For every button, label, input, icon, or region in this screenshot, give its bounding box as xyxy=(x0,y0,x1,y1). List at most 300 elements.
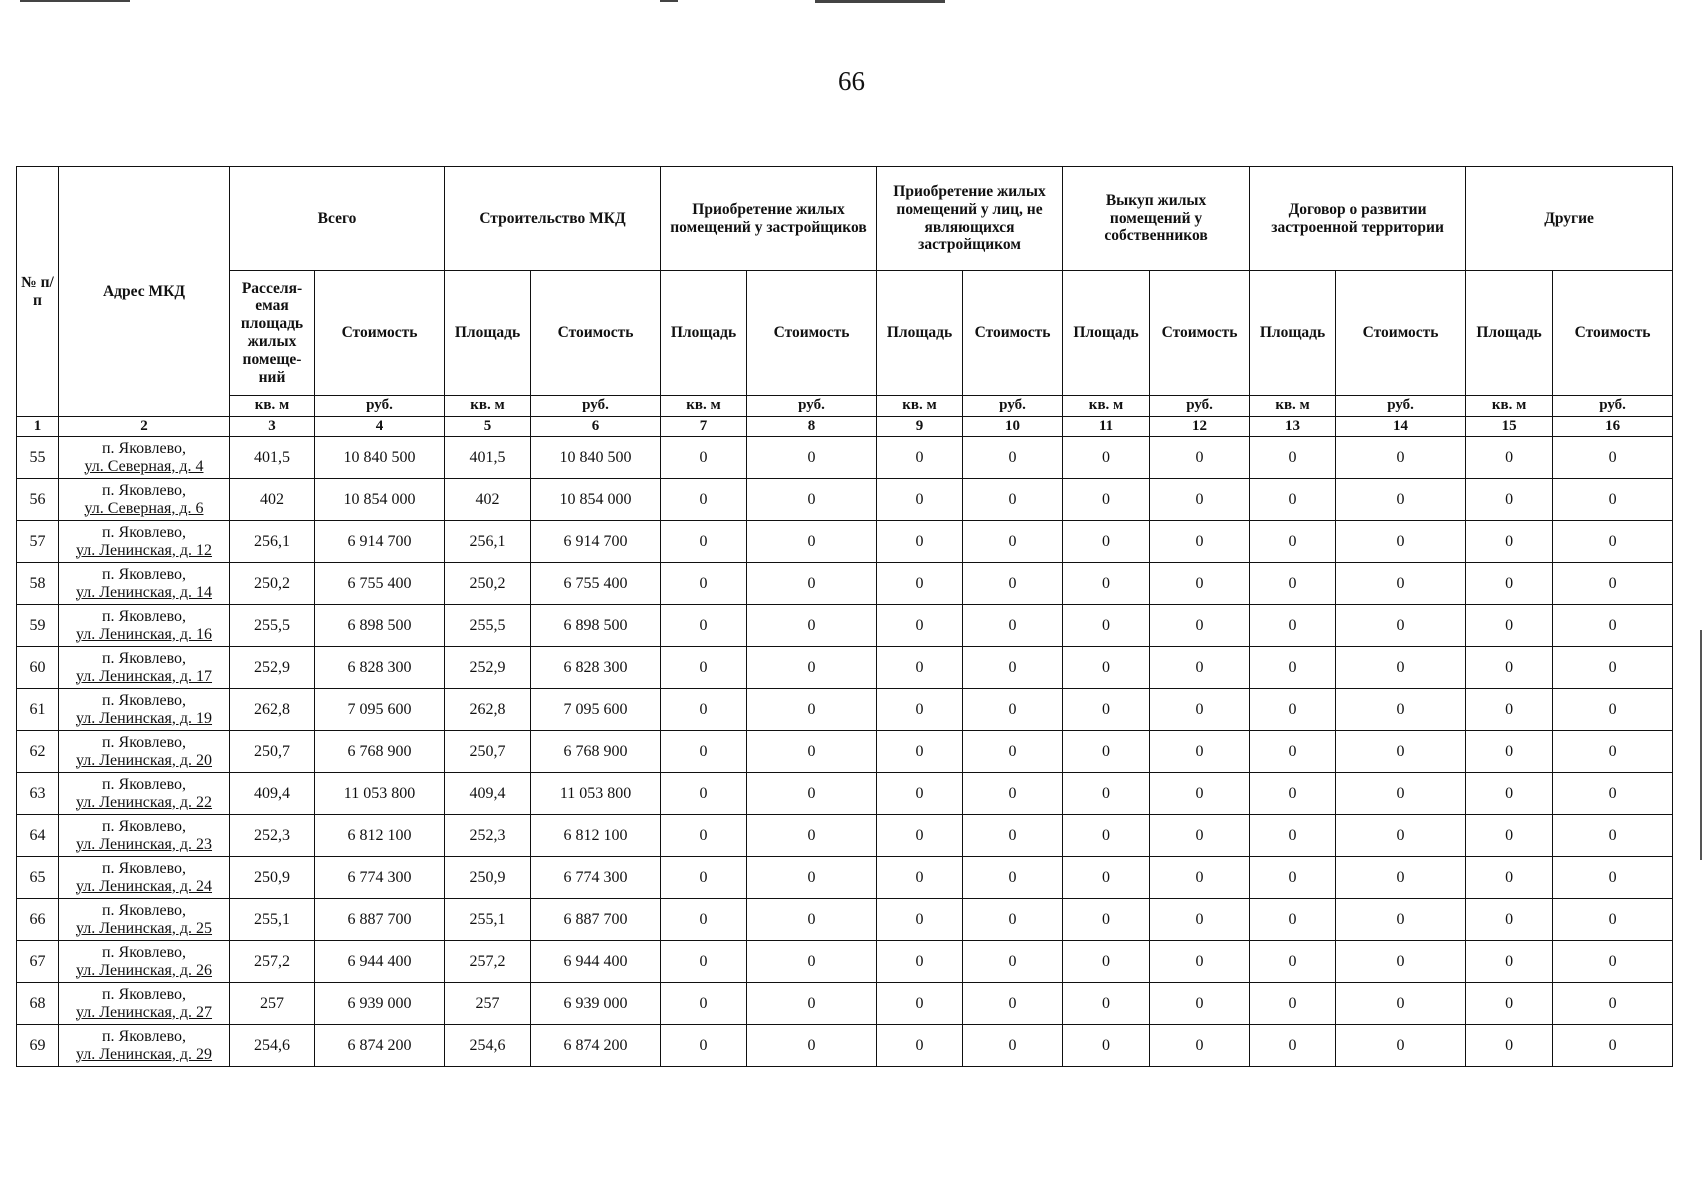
value-cell: 10 840 500 xyxy=(315,437,445,479)
row-number: 64 xyxy=(17,815,59,857)
value-cell: 0 xyxy=(1336,857,1466,899)
address-street: ул. Ленинская, д. 19 xyxy=(75,709,213,727)
value-cell: 0 xyxy=(1336,941,1466,983)
address-street: ул. Ленинская, д. 24 xyxy=(75,877,213,895)
value-cell: 0 xyxy=(1466,563,1553,605)
address-cell xyxy=(59,815,230,857)
value-cell: 0 xyxy=(1466,647,1553,689)
header-subcolumn: Площадь xyxy=(661,271,747,396)
value-cell: 6 914 700 xyxy=(315,521,445,563)
table-row xyxy=(17,815,1673,857)
value-cell: 0 xyxy=(1250,479,1336,521)
header-subcolumn: Стоимость xyxy=(1336,271,1466,396)
value-cell: 256,1 xyxy=(445,521,531,563)
value-cell: 409,4 xyxy=(230,773,315,815)
value-cell: 0 xyxy=(1466,773,1553,815)
value-cell: 0 xyxy=(747,983,877,1025)
row-number: 61 xyxy=(17,689,59,731)
value-cell: 6 887 700 xyxy=(531,899,661,941)
value-cell: 0 xyxy=(963,815,1063,857)
value-cell: 0 xyxy=(1336,731,1466,773)
address-settlement: п. Яковлево, xyxy=(101,944,187,962)
header-group: Приобретение жилых помещений у застройщиков xyxy=(661,167,877,271)
value-cell: 257 xyxy=(230,983,315,1025)
value-cell: 0 xyxy=(1336,983,1466,1025)
header-column-number: 12 xyxy=(1150,417,1250,437)
relocation-table xyxy=(16,166,1673,1067)
address-cell xyxy=(59,647,230,689)
address-cell xyxy=(59,731,230,773)
value-cell: 6 939 000 xyxy=(531,983,661,1025)
value-cell: 0 xyxy=(877,605,963,647)
value-cell: 6 768 900 xyxy=(531,731,661,773)
address-settlement: п. Яковлево, xyxy=(101,986,187,1004)
value-cell: 0 xyxy=(747,815,877,857)
value-cell: 0 xyxy=(1250,773,1336,815)
value-cell: 257,2 xyxy=(230,941,315,983)
value-cell: 10 840 500 xyxy=(531,437,661,479)
table-row xyxy=(17,605,1673,647)
address-cell xyxy=(59,521,230,563)
header-subcolumn: Стоимость xyxy=(531,271,661,396)
header-unit: кв. м xyxy=(1250,396,1336,417)
value-cell: 11 053 800 xyxy=(531,773,661,815)
address-settlement: п. Яковлево, xyxy=(101,902,187,920)
value-cell: 0 xyxy=(661,899,747,941)
header-column-number: 2 xyxy=(59,417,230,437)
value-cell: 0 xyxy=(747,941,877,983)
value-cell: 0 xyxy=(1466,479,1553,521)
value-cell: 0 xyxy=(877,647,963,689)
address-street: ул. Ленинская, д. 23 xyxy=(75,835,213,853)
value-cell: 0 xyxy=(747,479,877,521)
value-cell: 0 xyxy=(1553,815,1673,857)
value-cell: 10 854 000 xyxy=(531,479,661,521)
value-cell: 0 xyxy=(1063,647,1150,689)
value-cell: 0 xyxy=(1063,689,1150,731)
value-cell: 0 xyxy=(963,647,1063,689)
value-cell: 0 xyxy=(661,437,747,479)
table-row xyxy=(17,521,1673,563)
header-unit: руб. xyxy=(1336,396,1466,417)
value-cell: 0 xyxy=(1553,437,1673,479)
value-cell: 0 xyxy=(661,689,747,731)
address-cell xyxy=(59,479,230,521)
row-number: 66 xyxy=(17,899,59,941)
value-cell: 0 xyxy=(1553,689,1673,731)
value-cell: 0 xyxy=(877,437,963,479)
value-cell: 0 xyxy=(661,563,747,605)
header-group: Договор о развитии застроенной территории xyxy=(1250,167,1466,271)
scan-edge-line xyxy=(1700,630,1702,860)
address-street: ул. Северная, д. 6 xyxy=(84,499,204,517)
header-subcolumn: Площадь xyxy=(1250,271,1336,396)
header-unit-row xyxy=(17,396,1673,417)
value-cell: 0 xyxy=(877,983,963,1025)
header-subcolumn: Расселя-емая площадь жилых помеще-ний xyxy=(230,271,315,396)
value-cell: 0 xyxy=(1063,815,1150,857)
header-subcolumn: Площадь xyxy=(445,271,531,396)
value-cell: 0 xyxy=(1250,647,1336,689)
address-settlement: п. Яковлево, xyxy=(101,608,187,626)
header-unit: руб. xyxy=(531,396,661,417)
value-cell: 0 xyxy=(1553,899,1673,941)
scan-marks xyxy=(0,0,1703,4)
row-number: 63 xyxy=(17,773,59,815)
address-cell xyxy=(59,857,230,899)
value-cell: 0 xyxy=(1063,857,1150,899)
header-column-number: 15 xyxy=(1466,417,1553,437)
row-number: 60 xyxy=(17,647,59,689)
address-cell xyxy=(59,1025,230,1067)
value-cell: 0 xyxy=(747,899,877,941)
value-cell: 0 xyxy=(1553,563,1673,605)
value-cell: 0 xyxy=(1553,647,1673,689)
address-cell xyxy=(59,899,230,941)
header-unit: руб. xyxy=(963,396,1063,417)
value-cell: 0 xyxy=(1063,983,1150,1025)
value-cell: 0 xyxy=(1150,1025,1250,1067)
address-cell xyxy=(59,941,230,983)
row-number: 65 xyxy=(17,857,59,899)
header-unit: кв. м xyxy=(1466,396,1553,417)
value-cell: 0 xyxy=(1250,1025,1336,1067)
value-cell: 262,8 xyxy=(230,689,315,731)
value-cell: 0 xyxy=(963,773,1063,815)
value-cell: 0 xyxy=(1063,731,1150,773)
header-group: Всего xyxy=(230,167,445,271)
address-street: ул. Ленинская, д. 27 xyxy=(75,1003,213,1021)
table-row xyxy=(17,437,1673,479)
value-cell: 0 xyxy=(1466,605,1553,647)
value-cell: 255,5 xyxy=(445,605,531,647)
address-settlement: п. Яковлево, xyxy=(101,860,187,878)
address-street: ул. Ленинская, д. 29 xyxy=(75,1045,213,1063)
value-cell: 0 xyxy=(1553,941,1673,983)
value-cell: 0 xyxy=(747,731,877,773)
header-column-number: 5 xyxy=(445,417,531,437)
value-cell: 6 755 400 xyxy=(315,563,445,605)
value-cell: 0 xyxy=(1336,479,1466,521)
table-body xyxy=(17,437,1673,1067)
row-number: 55 xyxy=(17,437,59,479)
header-unit: руб. xyxy=(315,396,445,417)
address-cell xyxy=(59,437,230,479)
header-column-number: 10 xyxy=(963,417,1063,437)
value-cell: 250,7 xyxy=(445,731,531,773)
value-cell: 0 xyxy=(1250,563,1336,605)
value-cell: 0 xyxy=(963,899,1063,941)
table-row xyxy=(17,731,1673,773)
value-cell: 0 xyxy=(1063,605,1150,647)
address-street: ул. Ленинская, д. 22 xyxy=(75,793,213,811)
value-cell: 0 xyxy=(1150,815,1250,857)
value-cell: 0 xyxy=(1250,731,1336,773)
value-cell: 6 944 400 xyxy=(531,941,661,983)
value-cell: 0 xyxy=(747,521,877,563)
value-cell: 0 xyxy=(1150,479,1250,521)
value-cell: 402 xyxy=(445,479,531,521)
value-cell: 0 xyxy=(1336,689,1466,731)
value-cell: 0 xyxy=(1466,437,1553,479)
value-cell: 6 768 900 xyxy=(315,731,445,773)
value-cell: 0 xyxy=(1063,899,1150,941)
header-unit: руб. xyxy=(747,396,877,417)
value-cell: 7 095 600 xyxy=(531,689,661,731)
row-number: 69 xyxy=(17,1025,59,1067)
value-cell: 0 xyxy=(877,857,963,899)
value-cell: 0 xyxy=(963,857,1063,899)
address-street: ул. Северная, д. 4 xyxy=(84,457,204,475)
header-sub-row xyxy=(17,271,1673,396)
address-settlement: п. Яковлево, xyxy=(101,818,187,836)
value-cell: 0 xyxy=(661,773,747,815)
value-cell: 256,1 xyxy=(230,521,315,563)
table-row xyxy=(17,647,1673,689)
value-cell: 6 898 500 xyxy=(531,605,661,647)
header-num: № п/п xyxy=(17,167,59,417)
value-cell: 0 xyxy=(963,689,1063,731)
value-cell: 257,2 xyxy=(445,941,531,983)
header-address: Адрес МКД xyxy=(59,167,230,417)
value-cell: 0 xyxy=(747,773,877,815)
header-unit: кв. м xyxy=(445,396,531,417)
value-cell: 0 xyxy=(877,689,963,731)
value-cell: 6 874 200 xyxy=(531,1025,661,1067)
header-column-number: 9 xyxy=(877,417,963,437)
value-cell: 6 755 400 xyxy=(531,563,661,605)
header-subcolumn: Площадь xyxy=(1063,271,1150,396)
header-column-number: 11 xyxy=(1063,417,1150,437)
value-cell: 0 xyxy=(963,731,1063,773)
value-cell: 252,3 xyxy=(230,815,315,857)
value-cell: 0 xyxy=(1336,437,1466,479)
value-cell: 0 xyxy=(1250,689,1336,731)
value-cell: 402 xyxy=(230,479,315,521)
value-cell: 0 xyxy=(661,731,747,773)
value-cell: 0 xyxy=(963,437,1063,479)
address-cell xyxy=(59,689,230,731)
header-column-number: 3 xyxy=(230,417,315,437)
header-column-number: 1 xyxy=(17,417,59,437)
value-cell: 0 xyxy=(877,521,963,563)
header-group: Приобретение жилых помещений у лиц, не являющихся застройщиком xyxy=(877,167,1063,271)
address-street: ул. Ленинская, д. 25 xyxy=(75,919,213,937)
value-cell: 0 xyxy=(747,857,877,899)
header-unit: руб. xyxy=(1553,396,1673,417)
value-cell: 6 887 700 xyxy=(315,899,445,941)
value-cell: 0 xyxy=(661,857,747,899)
value-cell: 252,9 xyxy=(230,647,315,689)
value-cell: 255,5 xyxy=(230,605,315,647)
address-cell xyxy=(59,563,230,605)
header-column-number: 16 xyxy=(1553,417,1673,437)
value-cell: 0 xyxy=(1063,1025,1150,1067)
header-column-number: 4 xyxy=(315,417,445,437)
value-cell: 255,1 xyxy=(230,899,315,941)
value-cell: 11 053 800 xyxy=(315,773,445,815)
header-group: Выкуп жилых помещений у собственников xyxy=(1063,167,1250,271)
value-cell: 0 xyxy=(1250,605,1336,647)
address-settlement: п. Яковлево, xyxy=(101,776,187,794)
address-cell xyxy=(59,605,230,647)
header-column-number: 7 xyxy=(661,417,747,437)
value-cell: 6 944 400 xyxy=(315,941,445,983)
row-number: 57 xyxy=(17,521,59,563)
header-column-number: 8 xyxy=(747,417,877,437)
address-settlement: п. Яковлево, xyxy=(101,482,187,500)
value-cell: 0 xyxy=(1250,983,1336,1025)
value-cell: 0 xyxy=(877,815,963,857)
header-unit: руб. xyxy=(1150,396,1250,417)
value-cell: 6 774 300 xyxy=(531,857,661,899)
header-subcolumn: Стоимость xyxy=(1553,271,1673,396)
value-cell: 401,5 xyxy=(230,437,315,479)
table-row xyxy=(17,1025,1673,1067)
value-cell: 0 xyxy=(661,941,747,983)
value-cell: 0 xyxy=(747,689,877,731)
value-cell: 0 xyxy=(1336,815,1466,857)
value-cell: 0 xyxy=(1250,899,1336,941)
value-cell: 0 xyxy=(1150,857,1250,899)
table-row xyxy=(17,773,1673,815)
value-cell: 6 812 100 xyxy=(315,815,445,857)
header-group-row xyxy=(17,167,1673,271)
value-cell: 0 xyxy=(1466,983,1553,1025)
value-cell: 0 xyxy=(1466,899,1553,941)
value-cell: 10 854 000 xyxy=(315,479,445,521)
value-cell: 0 xyxy=(963,521,1063,563)
value-cell: 262,8 xyxy=(445,689,531,731)
row-number: 67 xyxy=(17,941,59,983)
value-cell: 0 xyxy=(1150,773,1250,815)
address-street: ул. Ленинская, д. 26 xyxy=(75,961,213,979)
value-cell: 0 xyxy=(1150,731,1250,773)
value-cell: 254,6 xyxy=(445,1025,531,1067)
value-cell: 0 xyxy=(1150,983,1250,1025)
value-cell: 0 xyxy=(1150,941,1250,983)
address-settlement: п. Яковлево, xyxy=(101,566,187,584)
address-settlement: п. Яковлево, xyxy=(101,692,187,710)
value-cell: 0 xyxy=(1466,815,1553,857)
header-column-number: 6 xyxy=(531,417,661,437)
address-settlement: п. Яковлево, xyxy=(101,650,187,668)
value-cell: 0 xyxy=(1250,941,1336,983)
value-cell: 254,6 xyxy=(230,1025,315,1067)
address-settlement: п. Яковлево, xyxy=(101,524,187,542)
value-cell: 0 xyxy=(1553,521,1673,563)
row-number: 68 xyxy=(17,983,59,1025)
value-cell: 0 xyxy=(1336,521,1466,563)
value-cell: 0 xyxy=(661,605,747,647)
value-cell: 0 xyxy=(1150,899,1250,941)
value-cell: 0 xyxy=(1553,983,1673,1025)
value-cell: 0 xyxy=(1150,689,1250,731)
value-cell: 0 xyxy=(1250,437,1336,479)
value-cell: 252,9 xyxy=(445,647,531,689)
address-settlement: п. Яковлево, xyxy=(101,734,187,752)
header-subcolumn: Стоимость xyxy=(747,271,877,396)
value-cell: 0 xyxy=(1466,731,1553,773)
value-cell: 0 xyxy=(877,563,963,605)
table-row xyxy=(17,857,1673,899)
address-street: ул. Ленинская, д. 14 xyxy=(75,583,213,601)
address-street: ул. Ленинская, д. 16 xyxy=(75,625,213,643)
value-cell: 0 xyxy=(1553,605,1673,647)
header-column-number: 13 xyxy=(1250,417,1336,437)
value-cell: 0 xyxy=(1150,563,1250,605)
table-row xyxy=(17,689,1673,731)
value-cell: 0 xyxy=(1150,521,1250,563)
value-cell: 0 xyxy=(747,605,877,647)
value-cell: 0 xyxy=(661,647,747,689)
value-cell: 0 xyxy=(877,479,963,521)
value-cell: 0 xyxy=(963,941,1063,983)
table-row xyxy=(17,899,1673,941)
value-cell: 0 xyxy=(877,773,963,815)
value-cell: 0 xyxy=(661,983,747,1025)
address-street: ул. Ленинская, д. 12 xyxy=(75,541,213,559)
address-settlement: п. Яковлево, xyxy=(101,1028,187,1046)
value-cell: 250,2 xyxy=(445,563,531,605)
header-unit: кв. м xyxy=(877,396,963,417)
value-cell: 0 xyxy=(1336,605,1466,647)
value-cell: 6 828 300 xyxy=(315,647,445,689)
value-cell: 0 xyxy=(747,563,877,605)
header-subcolumn: Стоимость xyxy=(963,271,1063,396)
header-number-row xyxy=(17,417,1673,437)
header-unit: кв. м xyxy=(230,396,315,417)
value-cell: 409,4 xyxy=(445,773,531,815)
value-cell: 0 xyxy=(877,941,963,983)
value-cell: 0 xyxy=(1553,731,1673,773)
value-cell: 0 xyxy=(1466,941,1553,983)
value-cell: 6 812 100 xyxy=(531,815,661,857)
header-column-number: 14 xyxy=(1336,417,1466,437)
row-number: 56 xyxy=(17,479,59,521)
value-cell: 7 095 600 xyxy=(315,689,445,731)
header-subcolumn: Стоимость xyxy=(1150,271,1250,396)
value-cell: 0 xyxy=(1336,773,1466,815)
value-cell: 0 xyxy=(1553,773,1673,815)
value-cell: 0 xyxy=(1250,857,1336,899)
value-cell: 0 xyxy=(1553,479,1673,521)
address-cell xyxy=(59,983,230,1025)
value-cell: 0 xyxy=(1150,605,1250,647)
value-cell: 6 828 300 xyxy=(531,647,661,689)
value-cell: 0 xyxy=(1336,899,1466,941)
header-subcolumn: Площадь xyxy=(877,271,963,396)
value-cell: 0 xyxy=(963,563,1063,605)
value-cell: 0 xyxy=(1063,941,1150,983)
value-cell: 6 898 500 xyxy=(315,605,445,647)
value-cell: 0 xyxy=(1063,437,1150,479)
value-cell: 0 xyxy=(1336,1025,1466,1067)
address-cell xyxy=(59,773,230,815)
value-cell: 0 xyxy=(1336,563,1466,605)
value-cell: 6 939 000 xyxy=(315,983,445,1025)
address-street: ул. Ленинская, д. 17 xyxy=(75,667,213,685)
table-row xyxy=(17,983,1673,1025)
value-cell: 0 xyxy=(1466,1025,1553,1067)
value-cell: 0 xyxy=(1063,773,1150,815)
address-settlement: п. Яковлево, xyxy=(101,440,187,458)
address-street: ул. Ленинская, д. 20 xyxy=(75,751,213,769)
value-cell: 0 xyxy=(661,815,747,857)
row-number: 62 xyxy=(17,731,59,773)
table-row xyxy=(17,941,1673,983)
value-cell: 6 774 300 xyxy=(315,857,445,899)
